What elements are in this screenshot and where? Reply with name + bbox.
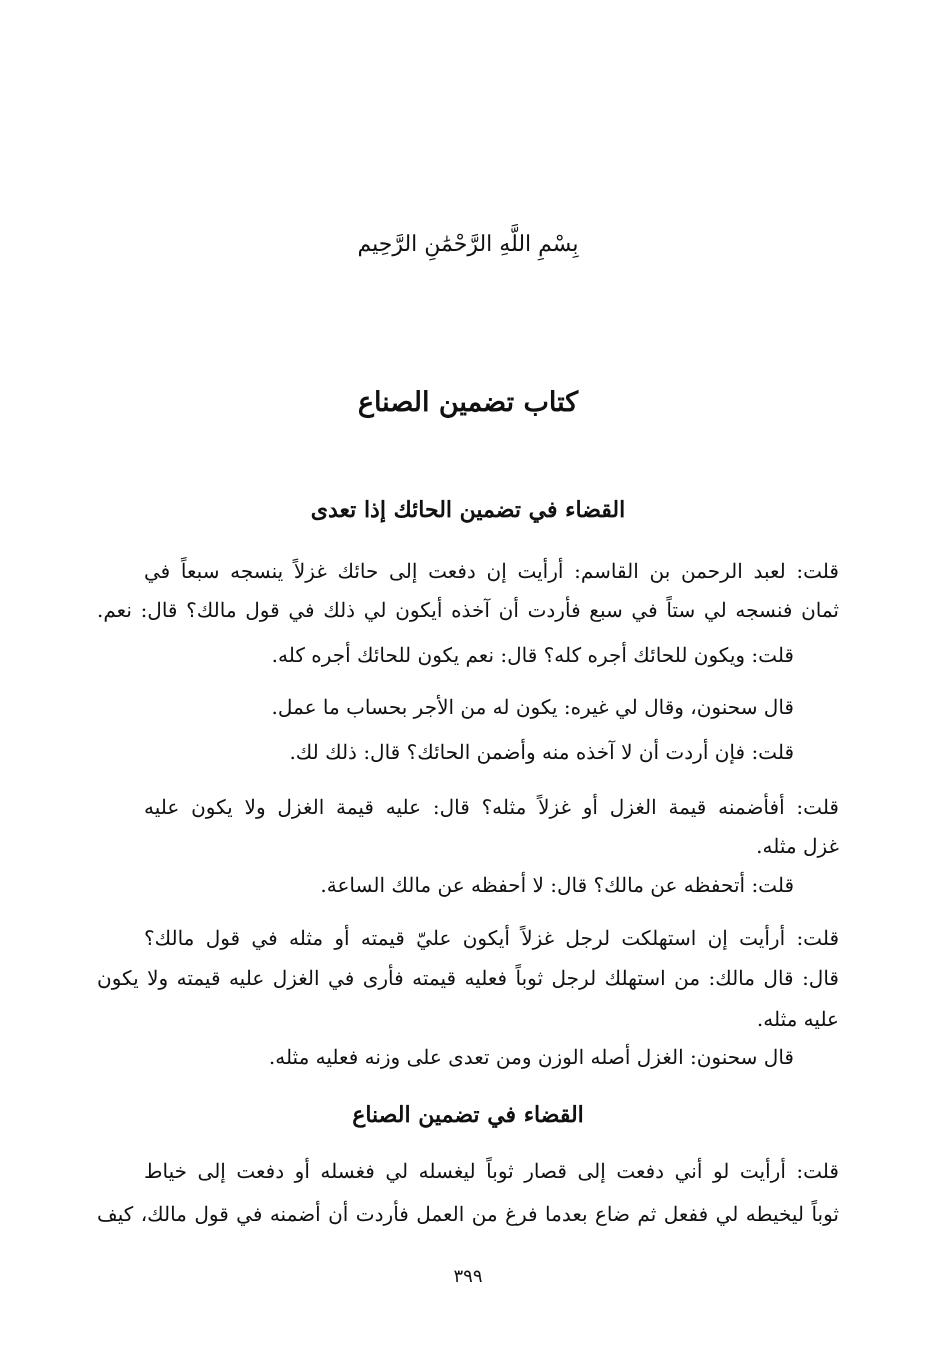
paragraph-line: قلت: أرأيت إن استهلكت لرجل غزلاً أيكون عليّ قيمته أو مثله في قول مالك؟ (144, 926, 839, 950)
basmala: بِسْمِ اللَّهِ الرَّحْمَٰنِ الرَّحِيم (357, 232, 579, 257)
paragraph-line: قال سحنون، وقال لي غيره: يكون له من الأجر بحساب ما عمل. (271, 695, 794, 719)
paragraph-line: ثمان فنسجه لي ستاً في سبع فأردت أن آخذه أيكون لي ذلك في قول مالك؟ قال: نعم. (97, 598, 839, 622)
paragraph-line: قلت: أتحفظه عن مالك؟ قال: لا أحفظه عن مالك الساعة. (320, 873, 794, 897)
paragraph-line: قلت: فإن أردت أن لا آخذه منه وأضمن الحائك؟ قال: ذلك لك. (289, 740, 794, 764)
paragraph-line: قلت: أرأيت لو أني دفعت إلى قصار ثوباً ليغسله لي فغسله أو دفعت إلى خياط (144, 1159, 839, 1183)
paragraph-line: عليه مثله. (756, 1007, 839, 1031)
page-number: ٣٩٩ (453, 1266, 483, 1287)
paragraph-line: ثوباً ليخيطه لي ففعل ثم ضاع بعدما فرغ من العمل فأردت أن أضمنه في قول مالك، كيف (97, 1202, 839, 1226)
section-heading-weaver: القضاء في تضمين الحائك إذا تعدى (310, 497, 626, 523)
paragraph-line: قلت: ويكون للحائك أجره كله؟ قال: نعم يكون للحائك أجره كله. (271, 643, 794, 667)
paragraph-line: قال: قال مالك: من استهلك لرجل ثوباً فعليه قيمته فأرى في الغزل عليه قيمته ولا يكون (97, 966, 839, 990)
section-heading-craftsmen: القضاء في تضمين الصناع (352, 1102, 584, 1128)
paragraph-line: قلت: لعبد الرحمن بن القاسم: أرأيت إن دفعت إلى حائك غزلاً ينسجه سبعاً في (144, 559, 839, 583)
paragraph-line: قلت: أفأضمنه قيمة الغزل أو غزلاً مثله؟ قال: عليه قيمة الغزل ولا يكون عليه (144, 795, 839, 819)
book-title: كتاب تضمين الصناع (357, 387, 579, 418)
paragraph-line: قال سحنون: الغزل أصله الوزن ومن تعدى على وزنه فعليه مثله. (268, 1045, 794, 1069)
paragraph-line: غزل مثله. (756, 834, 839, 858)
